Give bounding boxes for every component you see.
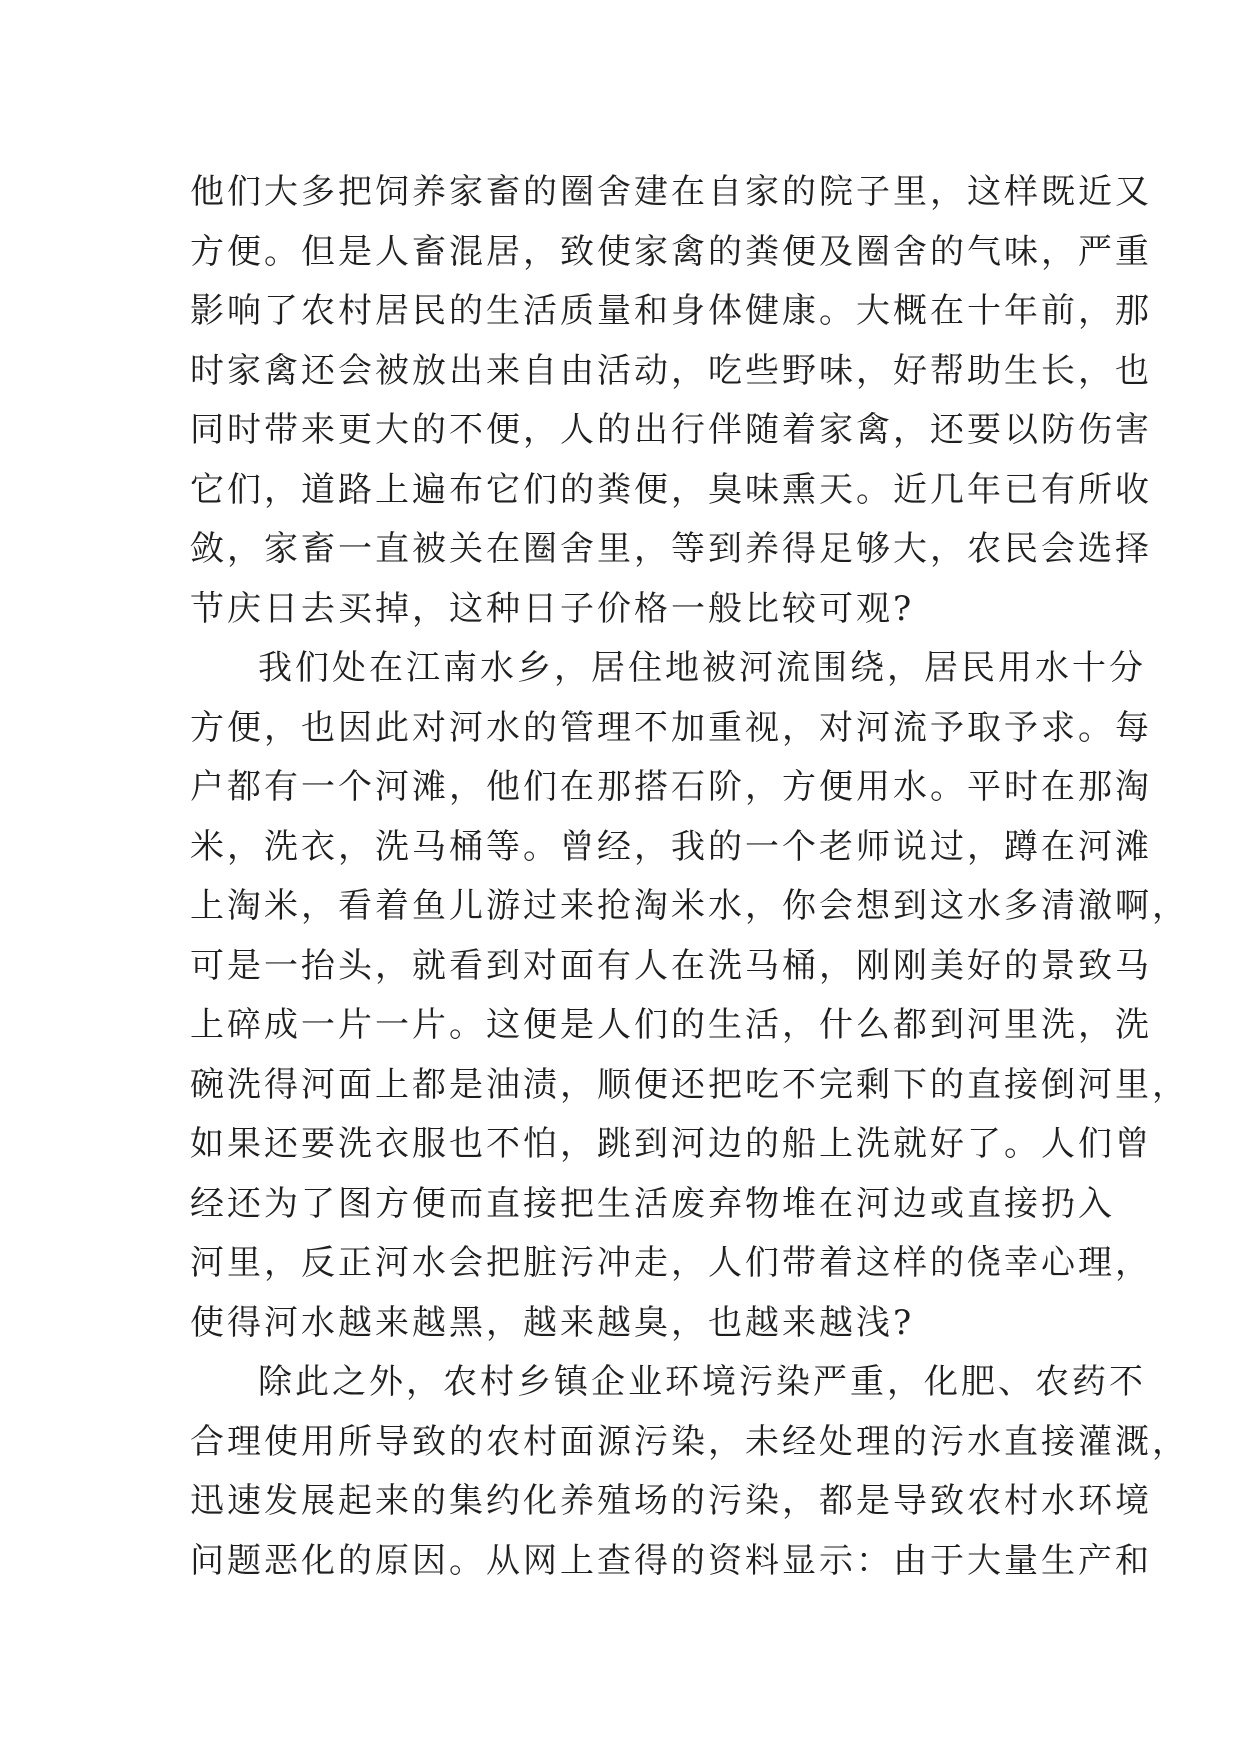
text-line: 米，洗衣，洗马桶等。曾经，我的一个老师说过，蹲在河滩	[190, 826, 1152, 867]
text-line: 合理使用所导致的农村面源污染，未经处理的污水直接灌溉，	[190, 1421, 1189, 1462]
text-line: 时家禽还会被放出来自由活动，吃些野味，好帮助生长，也	[190, 350, 1152, 391]
text-line: 河里，反正河水会把脏污冲走，人们带着这样的侥幸心理，	[190, 1243, 1152, 1283]
text-line: 户都有一个河滩，他们在那搭石阶，方便用水。平时在那淘	[190, 767, 1152, 807]
text-line: 节庆日去买掉，这种日子价格一般比较可观?	[190, 588, 915, 629]
body-text	[190, 163, 1189, 1591]
text-line: 问题恶化的原因。从网上查得的资料显示：由于大量生产和	[190, 1540, 1152, 1581]
text-line: 经还为了图方便而直接把生活废弃物堆在河边或直接扔入	[190, 1183, 1115, 1224]
text-line: 方便，也因此对河水的管理不加重视，对河流予取予求。每	[190, 707, 1152, 748]
text-line: 影响了农村居民的生活质量和身体健康。大概在十年前，那	[190, 291, 1152, 331]
text-line: 迅速发展起来的集约化养殖场的污染，都是导致农村水环境	[190, 1481, 1152, 1521]
text-line: 它们，道路上遍布它们的粪便，臭味熏天。近几年已有所收	[190, 469, 1152, 510]
text-line: 敛，家畜一直被关在圈舍里，等到养得足够大，农民会选择	[190, 529, 1152, 569]
text-line: 除此之外，农村乡镇企业环境污染严重，化肥、农药不	[258, 1362, 1146, 1402]
text-line: 可是一抬头，就看到对面有人在洗马桶，刚刚美好的景致马	[190, 945, 1152, 986]
text-line: 碗洗得河面上都是油渍，顺便还把吃不完剩下的直接倒河里，	[190, 1064, 1189, 1105]
text-line: 同时带来更大的不便，人的出行伴随着家禽，还要以防伤害	[190, 410, 1152, 450]
text-line: 方便。但是人畜混居，致使家禽的粪便及圈舍的气味，严重	[190, 231, 1152, 272]
text-line: 使得河水越来越黑，越来越臭，也越来越浅?	[190, 1302, 915, 1343]
text-line: 我们处在江南水乡，居住地被河流围绕，居民用水十分	[258, 648, 1146, 688]
text-line: 如果还要洗衣服也不怕，跳到河边的船上洗就好了。人们曾	[190, 1124, 1152, 1164]
text-line: 他们大多把饲养家畜的圈舍建在自家的院子里，这样既近又	[190, 172, 1152, 212]
text-line: 上碎成一片一片。这便是人们的生活，什么都到河里洗，洗	[190, 1005, 1152, 1045]
text-line: 上淘米，看着鱼儿游过来抢淘米水，你会想到这水多清澈啊，	[190, 886, 1189, 926]
